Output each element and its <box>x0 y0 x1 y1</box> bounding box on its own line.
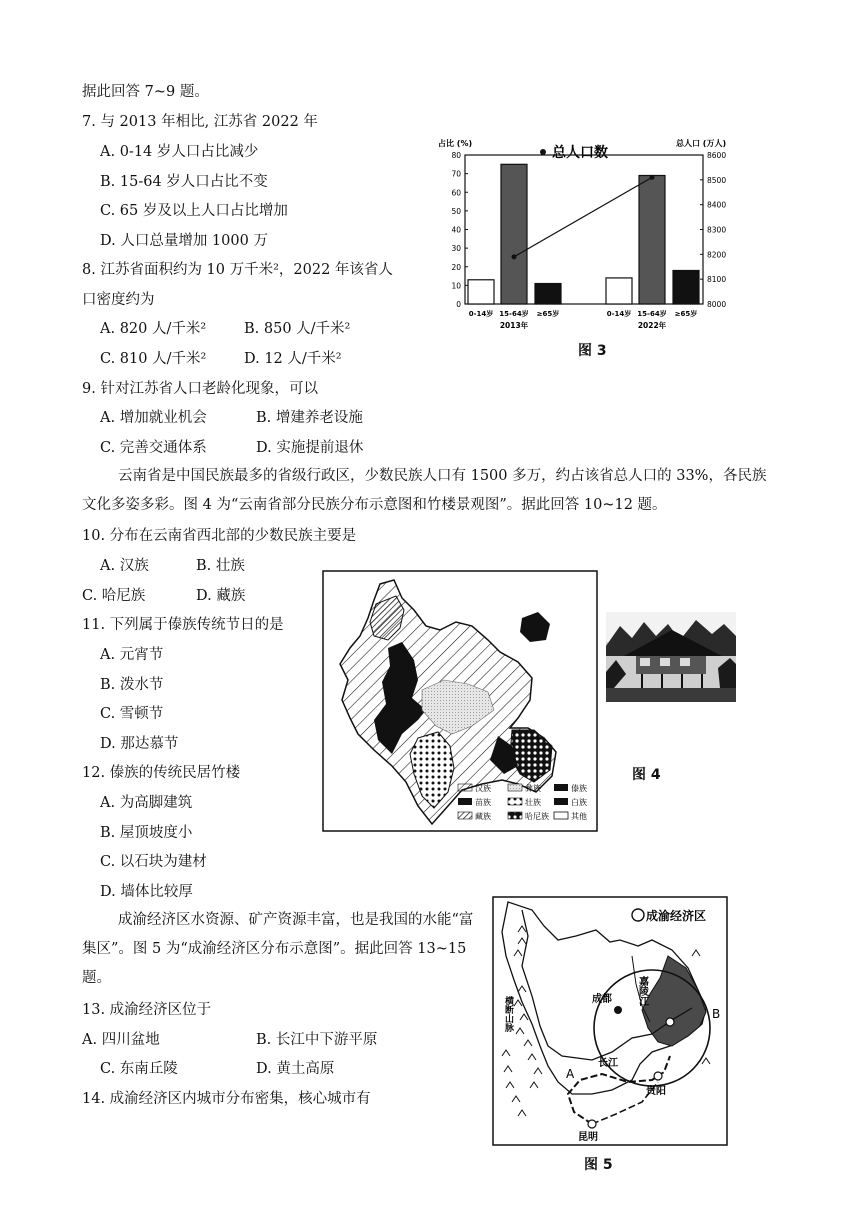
q10-option-b: B. 壮族 <box>196 558 245 574</box>
chart-title-marker <box>540 149 546 155</box>
q12-option-d: D. 墙体比较厚 <box>100 884 193 900</box>
q12-option-a: A. 为高脚建筑 <box>100 795 193 811</box>
bar-2013-2 <box>535 284 561 304</box>
q7-option-a: A. 0-14 岁人口占比减少 <box>100 144 259 160</box>
figure-4-map <box>322 570 598 832</box>
map5-legend: 成渝经济区 <box>646 909 707 923</box>
label-guiyang: 贵阳 <box>646 1086 666 1097</box>
q8-option-b: B. 850 人/千米² <box>244 321 351 337</box>
guiyang-marker <box>654 1072 662 1080</box>
right-tick-label: 8600 <box>707 151 727 160</box>
legend-yi: 彝族 <box>525 784 541 793</box>
left-tick-label: 30 <box>451 244 461 254</box>
q8-option-d: D. 12 人/千米² <box>244 351 342 367</box>
bamboo-house-photo <box>606 612 736 702</box>
q10-option-d: D. 藏族 <box>196 588 246 604</box>
left-tick-label: 50 <box>451 206 461 216</box>
x-tick-label: 15-64岁 <box>637 310 667 318</box>
legend-dai: 傣族 <box>571 784 587 793</box>
q12-option-b: B. 屋顶坡度小 <box>100 825 193 841</box>
x-tick-label: 0-14岁 <box>468 310 494 318</box>
bar-2022-3 <box>606 278 632 304</box>
right-tick-label: 8400 <box>707 200 727 210</box>
chongqing-marker <box>666 1018 674 1026</box>
question-7: 7. 与 2013 年相比, 江苏省 2022 年 <box>82 114 318 130</box>
question-12: 12. 傣族的传统民居竹楼 <box>82 765 241 781</box>
q9-option-a: A. 增加就业机会 <box>100 410 207 426</box>
figure-4-caption: 图 4 <box>632 767 661 783</box>
label-hengduan: 横断山脉 <box>503 996 513 1032</box>
figure-3-caption: 图 3 <box>578 343 607 359</box>
label-changjiang: 长江 <box>598 1058 618 1069</box>
right-tick-label: 8500 <box>707 175 727 185</box>
q8-option-a: A. 820 人/千米² <box>100 321 207 337</box>
x-tick-label: ≥65岁 <box>674 310 698 318</box>
label-chengdu: 成都 <box>592 994 612 1005</box>
left-tick-label: 80 <box>451 151 461 160</box>
label-a: A <box>566 1067 575 1081</box>
bar-2013-0 <box>468 280 494 304</box>
chengyu-paragraph: 成渝经济区水资源、矿产资源丰富，也是我国的水能“富集区”。图 5 为“成渝经济区分布示意图”。据此回答 13~15 题。 <box>82 912 474 986</box>
q13-option-d: D. 黄土高原 <box>256 1061 335 1077</box>
left-tick-label: 20 <box>451 262 461 272</box>
kunming-marker <box>588 1120 596 1128</box>
legend-miao: 苗族 <box>475 798 491 807</box>
right-tick-label: 8200 <box>707 250 727 260</box>
q9-option-d: D. 实施提前退休 <box>256 440 364 456</box>
q11-option-b: B. 泼水节 <box>100 677 164 693</box>
chengdu-marker <box>614 1006 622 1014</box>
legend-zhuang: 壮族 <box>525 798 541 807</box>
chart-left-axis-label: 占比 (%) <box>438 139 473 148</box>
q11-option-d: D. 那达慕节 <box>100 736 179 752</box>
yunnan-paragraph: 云南省是中国民族最多的省级行政区，少数民族人口有 1500 多万，约占该省总人口的 33%，各民族文化多姿多彩。图 4 为“云南省部分民族分布示意图和竹楼景观图”。据此回答 10~12 题。 <box>82 468 767 513</box>
question-8: 8. 江苏省面积约为 10 万千米²，2022 年该省人 <box>82 262 393 278</box>
q13-option-b: B. 长江中下游平原 <box>256 1032 378 1048</box>
x-tick-label: 15-64岁 <box>499 310 529 318</box>
q7-option-b: B. 15-64 岁人口占比不变 <box>100 174 268 190</box>
bar-2013-1 <box>501 164 527 304</box>
q13-option-c: C. 东南丘陵 <box>100 1061 178 1077</box>
legend-other: 其他 <box>571 812 587 821</box>
right-tick-label: 8300 <box>707 225 727 235</box>
right-tick-label: 8100 <box>707 275 727 285</box>
label-kunming: 昆明 <box>578 1132 598 1143</box>
label-jialing: 嘉陵江 <box>636 976 648 1006</box>
figure-3-chart <box>430 132 740 342</box>
question-8-cont: 口密度约为 <box>82 292 155 308</box>
bar-2022-5 <box>673 270 699 304</box>
q11-option-c: C. 雪顿节 <box>100 706 164 722</box>
question-9: 9. 针对江苏省人口老龄化现象，可以 <box>82 381 318 397</box>
figure-5-map <box>492 896 728 1146</box>
x-tick-label: 0-14岁 <box>606 310 632 318</box>
right-tick-label: 8000 <box>707 300 727 309</box>
q10-option-c: C. 哈尼族 <box>82 588 146 604</box>
left-tick-label: 70 <box>451 169 461 179</box>
population-line <box>514 177 652 256</box>
chart-right-axis-label: 总人口 (万人) <box>676 139 727 148</box>
group-label-2022: 2022年 <box>637 321 667 330</box>
left-tick-label: 40 <box>451 225 461 235</box>
left-tick-label: 0 <box>456 300 461 309</box>
q9-option-c: C. 完善交通体系 <box>100 440 207 456</box>
left-tick-label: 10 <box>451 281 461 291</box>
q7-option-c: C. 65 岁及以上人口占比增加 <box>100 203 288 219</box>
figure-5-caption: 图 5 <box>584 1157 613 1173</box>
q8-option-c: C. 810 人/千米² <box>100 351 207 367</box>
legend-bai: 白族 <box>571 798 587 807</box>
q10-option-a: A. 汉族 <box>100 558 149 574</box>
legend-tibetan: 藏族 <box>475 812 491 821</box>
x-tick-label: ≥65岁 <box>536 310 560 318</box>
q13-option-a: A. 四川盆地 <box>82 1032 160 1048</box>
label-b: B <box>712 1007 721 1021</box>
question-11: 11. 下列属于傣族传统节日的是 <box>82 617 284 633</box>
chart-title: 总人口数 <box>552 145 608 161</box>
legend-hani: 哈尼族 <box>525 812 549 821</box>
intro-line: 据此回答 7~9 题。 <box>82 84 209 100</box>
left-tick-label: 60 <box>451 188 461 198</box>
population-point-2022 <box>650 175 655 180</box>
population-point-2013 <box>512 254 517 259</box>
legend-han: 汉族 <box>475 784 491 793</box>
group-label-2013: 2013年 <box>499 321 529 330</box>
q9-option-b: B. 增建养老设施 <box>256 410 363 426</box>
bar-2022-4 <box>639 175 665 304</box>
question-10: 10. 分布在云南省西北部的少数民族主要是 <box>82 528 357 544</box>
q7-option-d: D. 人口总量增加 1000 万 <box>100 233 268 249</box>
q12-option-c: C. 以石块为建材 <box>100 854 207 870</box>
question-14: 14. 成渝经济区内城市分布密集，核心城市有 <box>82 1091 371 1107</box>
question-13: 13. 成渝经济区位于 <box>82 1002 212 1018</box>
q11-option-a: A. 元宵节 <box>100 647 164 663</box>
